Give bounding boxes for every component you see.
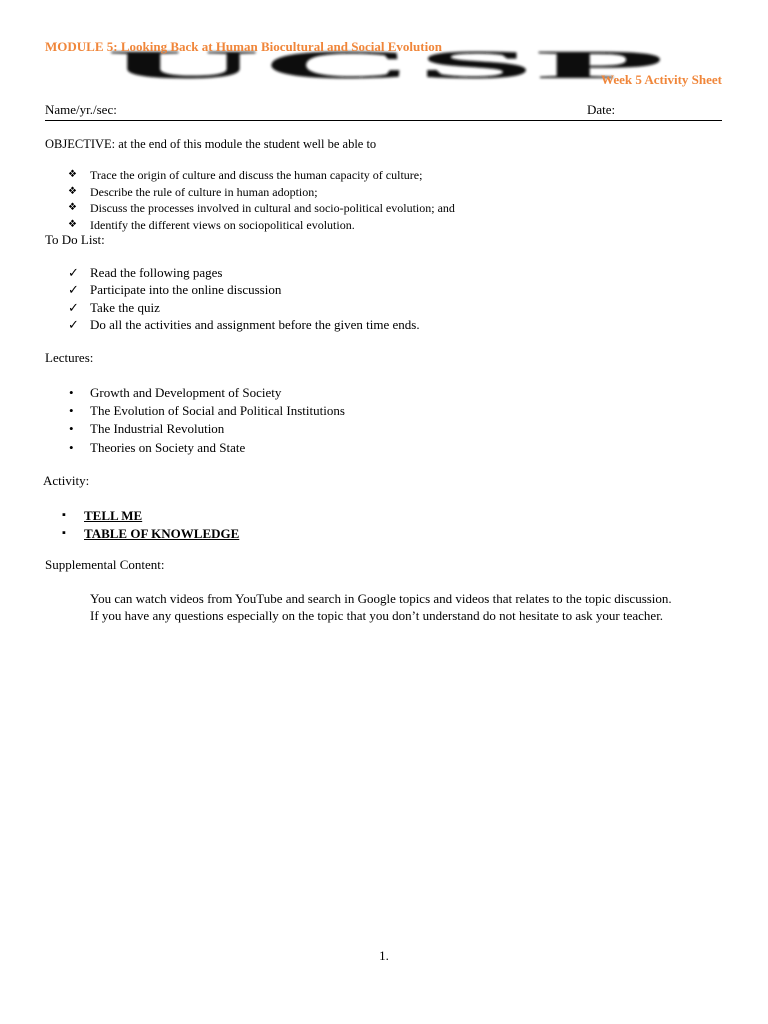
module-title: MODULE 5: Looking Back at Human Biocultural and Social Evolution [45,39,442,54]
lecture-item [68,384,345,402]
square-bullet-icon: ▪ [62,526,66,539]
lecture-item-text: The Industrial Revolution [90,421,225,437]
lectures-heading: Lectures: [45,350,94,365]
square-bullet-icon: ▪ [62,509,66,521]
bullet-icon: • [69,421,74,437]
todo-item-text: Participate into the online discussion [90,282,282,298]
activity-item-text: TELL ME [84,508,143,523]
checkmark-icon: ✓ [68,265,79,280]
lecture-item [68,402,345,420]
lecture-item [68,439,345,457]
date-label: Date: [587,102,616,117]
objective-heading: OBJECTIVE: at the end of this module the student well be able to [45,137,377,151]
checkmark-icon: ✓ [68,282,79,298]
supplemental-paragraph: If you have any questions especially on the topic that you don’t understand do not hesitate to ask your teacher. [90,608,664,623]
todo-item [68,281,420,298]
activity-list [62,507,239,542]
objective-item [68,200,455,217]
name-date-line [45,102,722,121]
activity-item [62,525,239,543]
diamond-bullet-icon: ❖ [68,218,77,230]
activity-item [62,507,239,525]
banner-text: UCSP [106,42,666,87]
diamond-bullet-icon: ❖ [68,202,77,213]
objective-list [68,167,455,233]
week-label: Week 5 Activity Sheet [601,72,722,87]
diamond-bullet-icon: ❖ [68,169,77,180]
todo-item-text: Take the quiz [90,299,160,315]
lecture-item-text: Growth and Development of Society [90,385,282,400]
objective-item [68,217,455,234]
objective-item [68,184,455,201]
objective-item-text: Trace the origin of culture and discuss the human capacity of culture; [90,168,423,182]
diamond-bullet-icon: ❖ [68,185,77,197]
todo-item-text: Read the following pages [90,265,223,280]
objective-item-text: Describe the rule of culture in human adoption; [90,184,318,199]
lecture-item-text: Theories on Society and State [90,439,246,455]
todo-item [68,264,420,281]
lecture-item-text: The Evolution of Social and Political Institutions [90,403,345,419]
todo-item [68,316,420,333]
checkmark-icon: ✓ [68,299,79,315]
lectures-list [68,384,345,457]
activity-item-text: TABLE OF KNOWLEDGE [84,525,240,541]
objective-item-text: Discuss the processes involved in cultural and socio-political evolution; and [90,201,455,215]
page-number: 1. [379,948,389,963]
objective-item-text: Identify the different views on sociopolitical evolution. [90,217,355,232]
objective-item [68,167,455,184]
checkmark-icon: ✓ [68,316,79,332]
supplemental-paragraph: You can watch videos from YouTube and search in Google topics and videos that relates to the topic discussion. [90,591,672,606]
name-label: Name/yr./sec: [45,102,117,117]
bullet-icon: • [69,385,74,400]
bullet-icon: • [69,403,74,419]
todo-item [68,299,420,316]
todo-item-text: Do all the activities and assignment before the given time ends. [90,316,420,332]
bullet-icon: • [69,439,74,455]
activity-heading: Activity: [43,473,90,488]
lecture-item [68,420,345,438]
supplemental-heading: Supplemental Content: [45,557,165,572]
todo-list [68,264,420,333]
todo-heading: To Do List: [45,232,105,247]
supplemental-text [90,590,715,624]
